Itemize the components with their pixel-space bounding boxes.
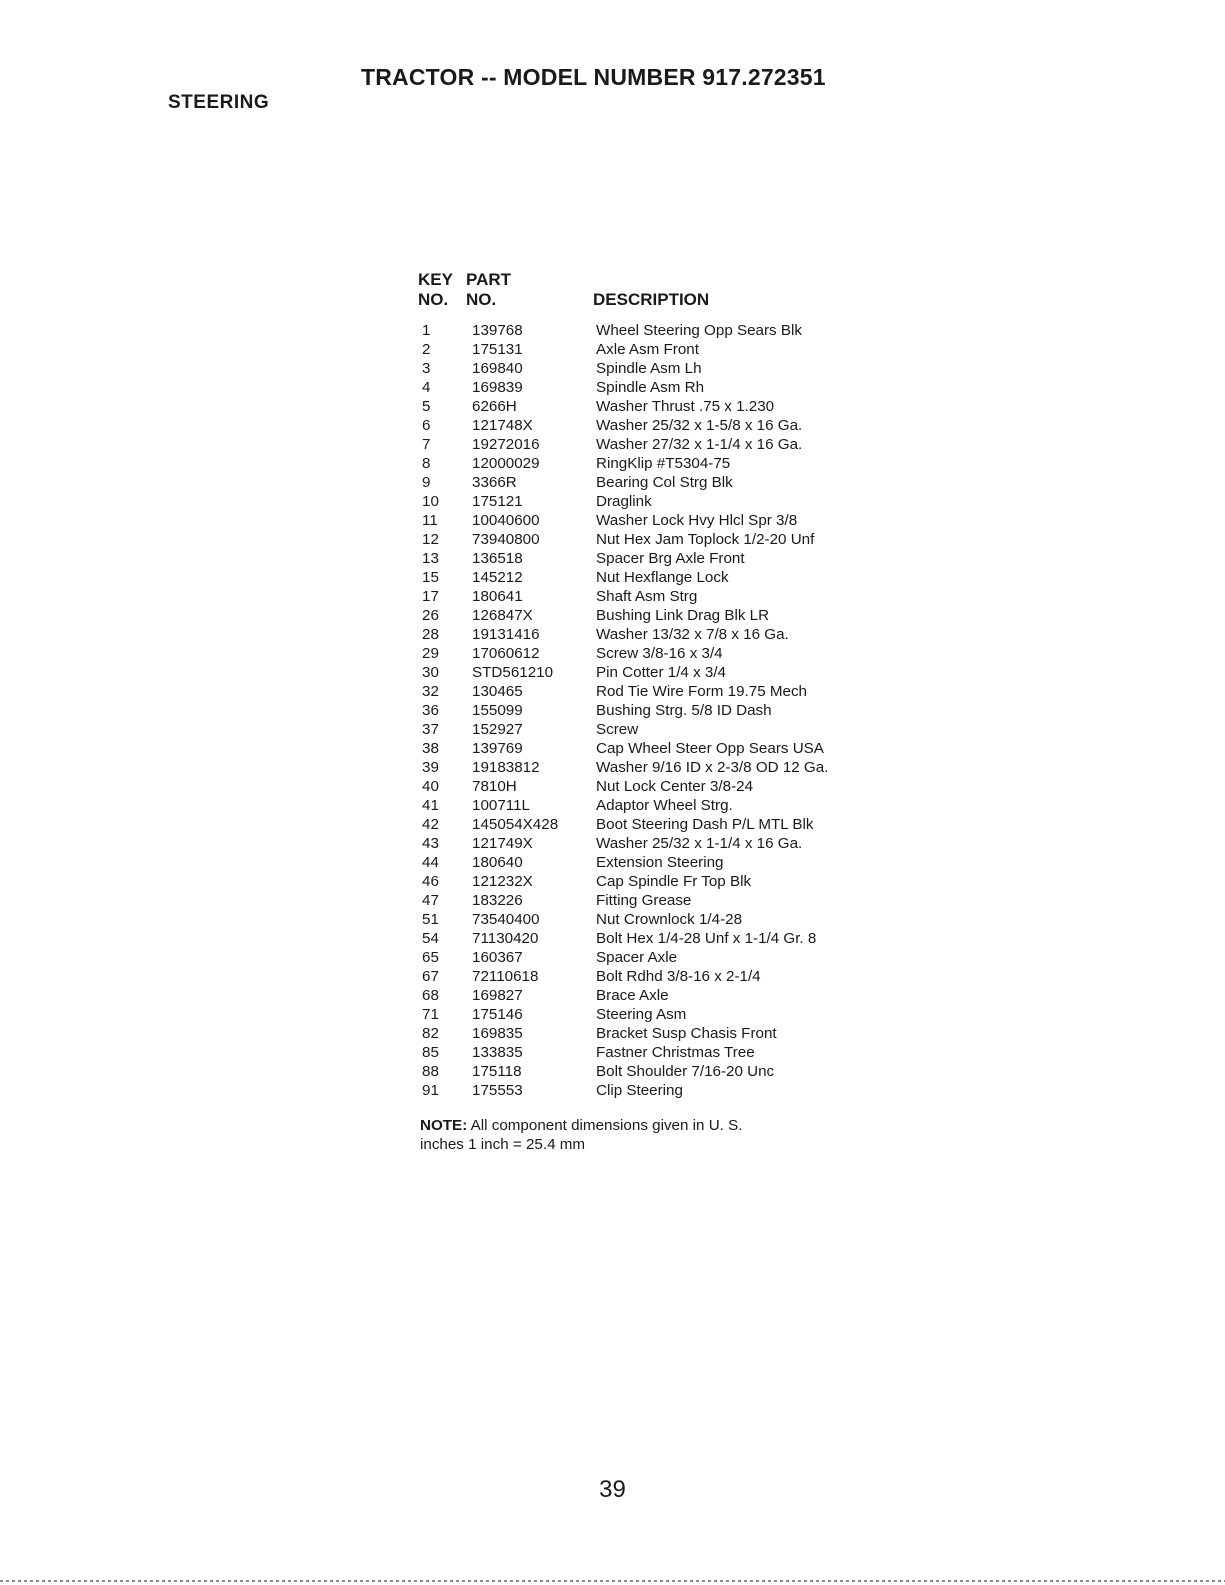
part-no-cell: 152927: [472, 721, 523, 738]
key-no-header-line2: NO.: [418, 290, 449, 309]
table-row: [420, 454, 980, 473]
table-row: [420, 568, 980, 587]
key-no-cell: 28: [422, 626, 439, 643]
key-no-cell: 12: [422, 531, 439, 548]
key-no-cell: 7: [422, 436, 431, 453]
part-no-header-line1: PART: [466, 270, 512, 289]
part-no-cell: 160367: [472, 949, 523, 966]
description-cell: Washer 9/16 ID x 2-3/8 OD 12 Ga.: [596, 759, 829, 776]
table-row: [420, 891, 980, 910]
part-no-cell: 175131: [472, 341, 523, 358]
description-cell: Washer 25/32 x 1-1/4 x 16 Ga.: [596, 835, 803, 852]
key-no-cell: 44: [422, 854, 439, 871]
key-no-cell: 36: [422, 702, 439, 719]
part-no-cell: 17060612: [472, 645, 540, 662]
description-cell: Screw: [596, 721, 639, 738]
part-no-header-line2: NO.: [466, 290, 497, 309]
description-cell: Wheel Steering Opp Sears Blk: [596, 322, 802, 339]
part-no-cell: 71130420: [472, 930, 539, 947]
table-row: [420, 473, 980, 492]
part-no-cell: 145054X428: [472, 816, 559, 833]
description-header: DESCRIPTION: [593, 290, 710, 309]
key-no-cell: 68: [422, 987, 439, 1004]
key-no-cell: 43: [422, 835, 439, 852]
part-no-cell: 100711L: [472, 797, 530, 814]
key-no-cell: 42: [422, 816, 439, 833]
key-no-cell: 67: [422, 968, 439, 985]
parts-list: [420, 321, 980, 1100]
table-row: [420, 1081, 980, 1100]
key-no-cell: 13: [422, 550, 439, 567]
description-cell: Rod Tie Wire Form 19.75 Mech: [596, 683, 808, 700]
table-row: [420, 739, 980, 758]
key-no-cell: 38: [422, 740, 439, 757]
table-row: [420, 587, 980, 606]
part-no-cell: 6266H: [472, 398, 517, 415]
description-cell: Washer Lock Hvy Hlcl Spr 3/8: [596, 512, 798, 529]
part-no-cell: 130465: [472, 683, 523, 700]
part-no-cell: 73940800: [472, 531, 540, 548]
part-no-cell: 169835: [472, 1025, 523, 1042]
description-cell: Washer 13/32 x 7/8 x 16 Ga.: [596, 626, 789, 643]
description-cell: Nut Hexflange Lock: [596, 569, 729, 586]
part-no-cell: 136518: [472, 550, 523, 567]
description-cell: Washer Thrust .75 x 1.230: [596, 398, 775, 415]
description-cell: Cap Spindle Fr Top Blk: [596, 873, 752, 890]
table-row: [420, 948, 980, 967]
part-no-cell: 19183812: [472, 759, 540, 776]
key-no-cell: 51: [422, 911, 439, 928]
part-no-cell: 169839: [472, 379, 523, 396]
table-row: [420, 1062, 980, 1081]
key-no-cell: 17: [422, 588, 439, 605]
description-cell: Spacer Brg Axle Front: [596, 550, 745, 567]
table-row: [420, 910, 980, 929]
table-row: [420, 378, 980, 397]
key-no-cell: 2: [422, 341, 431, 358]
description-cell: Pin Cotter 1/4 x 3/4: [596, 664, 727, 681]
key-no-cell: 15: [422, 569, 439, 586]
table-row: [420, 758, 980, 777]
page-number: 39: [599, 1476, 626, 1503]
part-no-cell: STD561210: [472, 664, 554, 681]
part-no-cell: 72110618: [472, 968, 539, 985]
table-row: [420, 625, 980, 644]
key-no-cell: 88: [422, 1063, 439, 1080]
part-no-cell: 180641: [472, 588, 523, 605]
part-no-cell: 10040600: [472, 512, 540, 529]
key-no-cell: 39: [422, 759, 439, 776]
note-text-line2: inches 1 inch = 25.4 mm: [420, 1136, 586, 1153]
key-no-cell: 6: [422, 417, 431, 434]
part-no-cell: 121748X: [472, 417, 533, 434]
table-row: [420, 834, 980, 853]
part-no-cell: 133835: [472, 1044, 523, 1061]
part-no-cell: 155099: [472, 702, 523, 719]
table-row: [420, 416, 980, 435]
description-cell: Extension Steering: [596, 854, 724, 871]
table-row: [420, 701, 980, 720]
description-cell: Shaft Asm Strg: [596, 588, 698, 605]
description-cell: Bracket Susp Chasis Front: [596, 1025, 777, 1042]
description-cell: Cap Wheel Steer Opp Sears USA: [596, 740, 824, 757]
description-cell: Nut Crownlock 1/4-28: [596, 911, 743, 928]
table-row: [420, 644, 980, 663]
description-cell: Spindle Asm Lh: [596, 360, 702, 377]
description-cell: Screw 3/8-16 x 3/4: [596, 645, 723, 662]
key-no-cell: 26: [422, 607, 439, 624]
key-no-cell: 30: [422, 664, 439, 681]
part-no-cell: 19131416: [472, 626, 540, 643]
description-cell: Bearing Col Strg Blk: [596, 474, 733, 491]
description-cell: Axle Asm Front: [596, 341, 699, 358]
table-row: [420, 872, 980, 891]
key-no-header-line1: KEY: [418, 270, 453, 289]
part-no-cell: 3366R: [472, 474, 517, 491]
note-label: NOTE:: [420, 1117, 468, 1134]
key-no-cell: 82: [422, 1025, 439, 1042]
table-row: [420, 1024, 980, 1043]
table-row: [420, 815, 980, 834]
part-no-cell: 121232X: [472, 873, 533, 890]
part-no-cell: 19272016: [472, 436, 540, 453]
description-cell: Brace Axle: [596, 987, 669, 1004]
key-no-cell: 11: [422, 512, 438, 529]
description-cell: Washer 27/32 x 1-1/4 x 16 Ga.: [596, 436, 803, 453]
description-cell: RingKlip #T5304-75: [596, 455, 731, 472]
part-no-cell: 180640: [472, 854, 523, 871]
part-no-cell: 175553: [472, 1082, 523, 1099]
part-no-cell: 145212: [472, 569, 523, 586]
key-no-cell: 65: [422, 949, 439, 966]
part-no-cell: 169827: [472, 987, 523, 1004]
table-row: [420, 777, 980, 796]
description-cell: Bushing Strg. 5/8 ID Dash: [596, 702, 772, 719]
table-row: [420, 530, 980, 549]
key-no-cell: 37: [422, 721, 439, 738]
part-no-cell: 126847X: [472, 607, 533, 624]
key-no-cell: 47: [422, 892, 439, 909]
description-cell: Bushing Link Drag Blk LR: [596, 607, 770, 624]
description-cell: Clip Steering: [596, 1082, 683, 1099]
description-cell: Nut Lock Center 3/8-24: [596, 778, 754, 795]
key-no-cell: 9: [422, 474, 431, 491]
description-cell: Steering Asm: [596, 1006, 687, 1023]
key-no-cell: 8: [422, 455, 431, 472]
key-no-cell: 3: [422, 360, 431, 377]
part-no-cell: 139769: [472, 740, 523, 757]
page-title: TRACTOR -- MODEL NUMBER 917.272351: [361, 64, 826, 90]
dimension-note: [420, 1116, 840, 1154]
description-cell: Spindle Asm Rh: [596, 379, 705, 396]
part-no-cell: 121749X: [472, 835, 533, 852]
key-no-cell: 1: [422, 322, 431, 339]
table-row: [420, 435, 980, 454]
key-no-cell: 5: [422, 398, 431, 415]
key-no-cell: 46: [422, 873, 439, 890]
part-no-cell: 175118: [472, 1063, 522, 1080]
table-row: [420, 511, 980, 530]
section-heading: STEERING: [168, 92, 270, 113]
part-no-cell: 183226: [472, 892, 523, 909]
key-no-cell: 85: [422, 1044, 439, 1061]
description-cell: Draglink: [596, 493, 652, 510]
scan-edge-divider: [0, 1580, 1225, 1582]
part-no-cell: 139768: [472, 322, 523, 339]
key-no-cell: 91: [422, 1082, 439, 1099]
key-no-cell: 10: [422, 493, 439, 510]
table-row: [420, 492, 980, 511]
part-no-cell: 73540400: [472, 911, 540, 928]
table-row: [420, 986, 980, 1005]
part-no-cell: 175121: [472, 493, 523, 510]
key-no-cell: 71: [422, 1006, 439, 1023]
table-row: [420, 967, 980, 986]
description-cell: Spacer Axle: [596, 949, 678, 966]
table-row: [420, 359, 980, 378]
description-cell: Bolt Hex 1/4-28 Unf x 1-1/4 Gr. 8: [596, 930, 817, 947]
table-row: [420, 549, 980, 568]
description-cell: Nut Hex Jam Toplock 1/2-20 Unf: [596, 531, 815, 548]
description-cell: Fastner Christmas Tree: [596, 1044, 755, 1061]
description-cell: Boot Steering Dash P/L MTL Blk: [596, 816, 814, 833]
description-cell: Bolt Rdhd 3/8-16 x 2-1/4: [596, 968, 761, 985]
description-cell: Bolt Shoulder 7/16-20 Unc: [596, 1063, 775, 1080]
table-row: [420, 397, 980, 416]
key-no-cell: 4: [422, 379, 431, 396]
key-no-cell: 29: [422, 645, 439, 662]
key-no-cell: 54: [422, 930, 439, 947]
table-row: [420, 1043, 980, 1062]
key-no-cell: 41: [422, 797, 439, 814]
part-no-cell: 169840: [472, 360, 523, 377]
table-row: [420, 682, 980, 701]
table-row: [420, 1005, 980, 1024]
description-cell: Washer 25/32 x 1-5/8 x 16 Ga.: [596, 417, 803, 434]
table-row: [420, 321, 980, 340]
table-row: [420, 853, 980, 872]
table-row: [420, 340, 980, 359]
table-row: [420, 606, 980, 625]
note-text-line1: All component dimensions given in U. S.: [470, 1117, 743, 1134]
key-no-cell: 40: [422, 778, 439, 795]
table-row: [420, 663, 980, 682]
part-no-cell: 7810H: [472, 778, 517, 795]
table-row: [420, 796, 980, 815]
table-row: [420, 929, 980, 948]
part-no-cell: 175146: [472, 1006, 523, 1023]
description-cell: Adaptor Wheel Strg.: [596, 797, 733, 814]
description-cell: Fitting Grease: [596, 892, 692, 909]
table-row: [420, 720, 980, 739]
part-no-cell: 12000029: [472, 455, 540, 472]
key-no-cell: 32: [422, 683, 439, 700]
